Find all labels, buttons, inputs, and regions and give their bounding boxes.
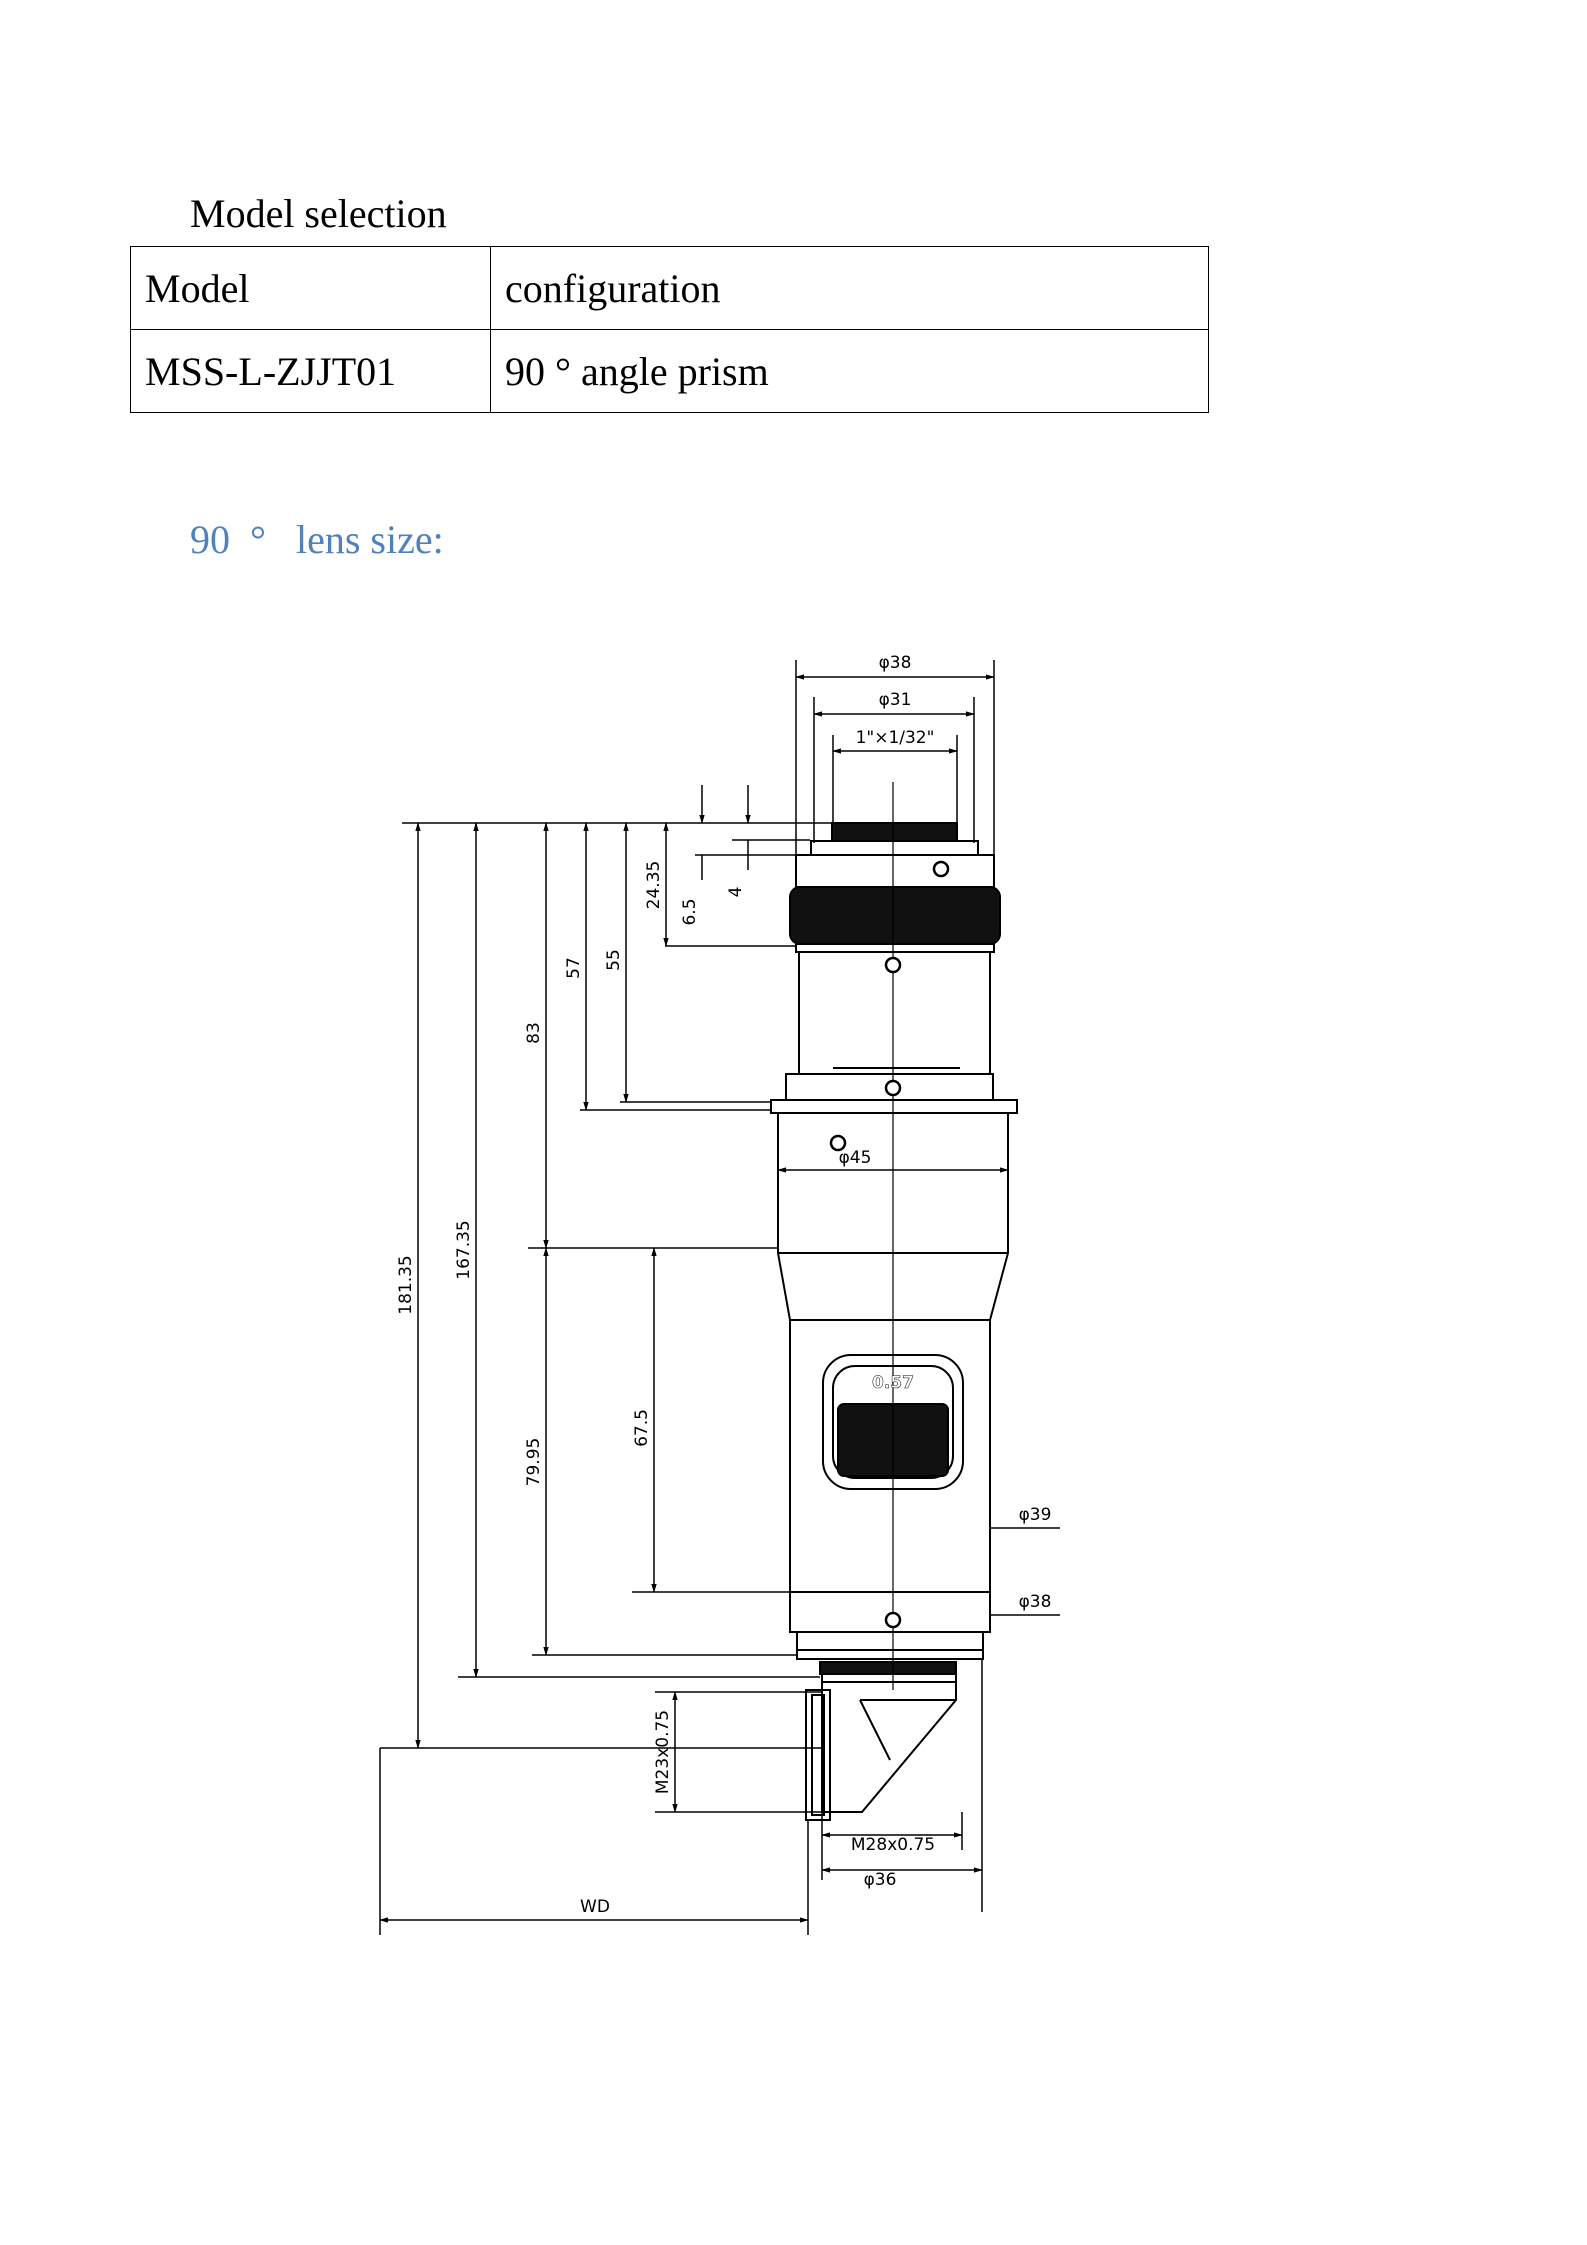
dim-181-35: 181.35 [396, 1255, 416, 1315]
table-cell-configuration: 90 ° angle prism [491, 330, 1209, 413]
dim-right-phi38: φ38 [1018, 1592, 1052, 1612]
section-title: Model selection [190, 191, 447, 236]
dim-phi36: φ36 [863, 1870, 897, 1890]
table-header-cell: Model [131, 247, 491, 330]
dim-top-phi38: φ38 [878, 653, 912, 673]
table-header-cell: configuration [491, 247, 1209, 330]
dim-right-phi39: φ39 [1018, 1505, 1052, 1525]
dim-55: 55 [604, 949, 624, 971]
dim-79-95: 79.95 [524, 1437, 544, 1487]
zoom-scale-value: 0.57 [872, 1373, 914, 1393]
dim-83: 83 [524, 1022, 544, 1044]
dim-top-phi31: φ31 [878, 690, 912, 710]
dim-24-35: 24.35 [644, 860, 664, 910]
table-cell-model: MSS-L-ZJJT01 [131, 330, 491, 413]
dim-57: 57 [564, 957, 584, 979]
dimension-lines [380, 660, 1060, 1935]
dim-4: 4 [726, 886, 746, 898]
dim-top-thread: 1"×1/32" [855, 728, 935, 748]
dim-wd: WD [580, 1897, 610, 1917]
dim-m28: M28x0.75 [850, 1835, 936, 1855]
dim-6-5: 6.5 [680, 898, 700, 926]
lens-size-heading: 90 ° lens size: [190, 517, 444, 562]
dim-167-35: 167.35 [454, 1220, 474, 1280]
dim-67-5: 67.5 [632, 1409, 652, 1447]
dim-m23: M23x0.75 [653, 1709, 673, 1795]
dim-phi45: φ45 [838, 1148, 872, 1168]
screw-holes [831, 862, 948, 1627]
